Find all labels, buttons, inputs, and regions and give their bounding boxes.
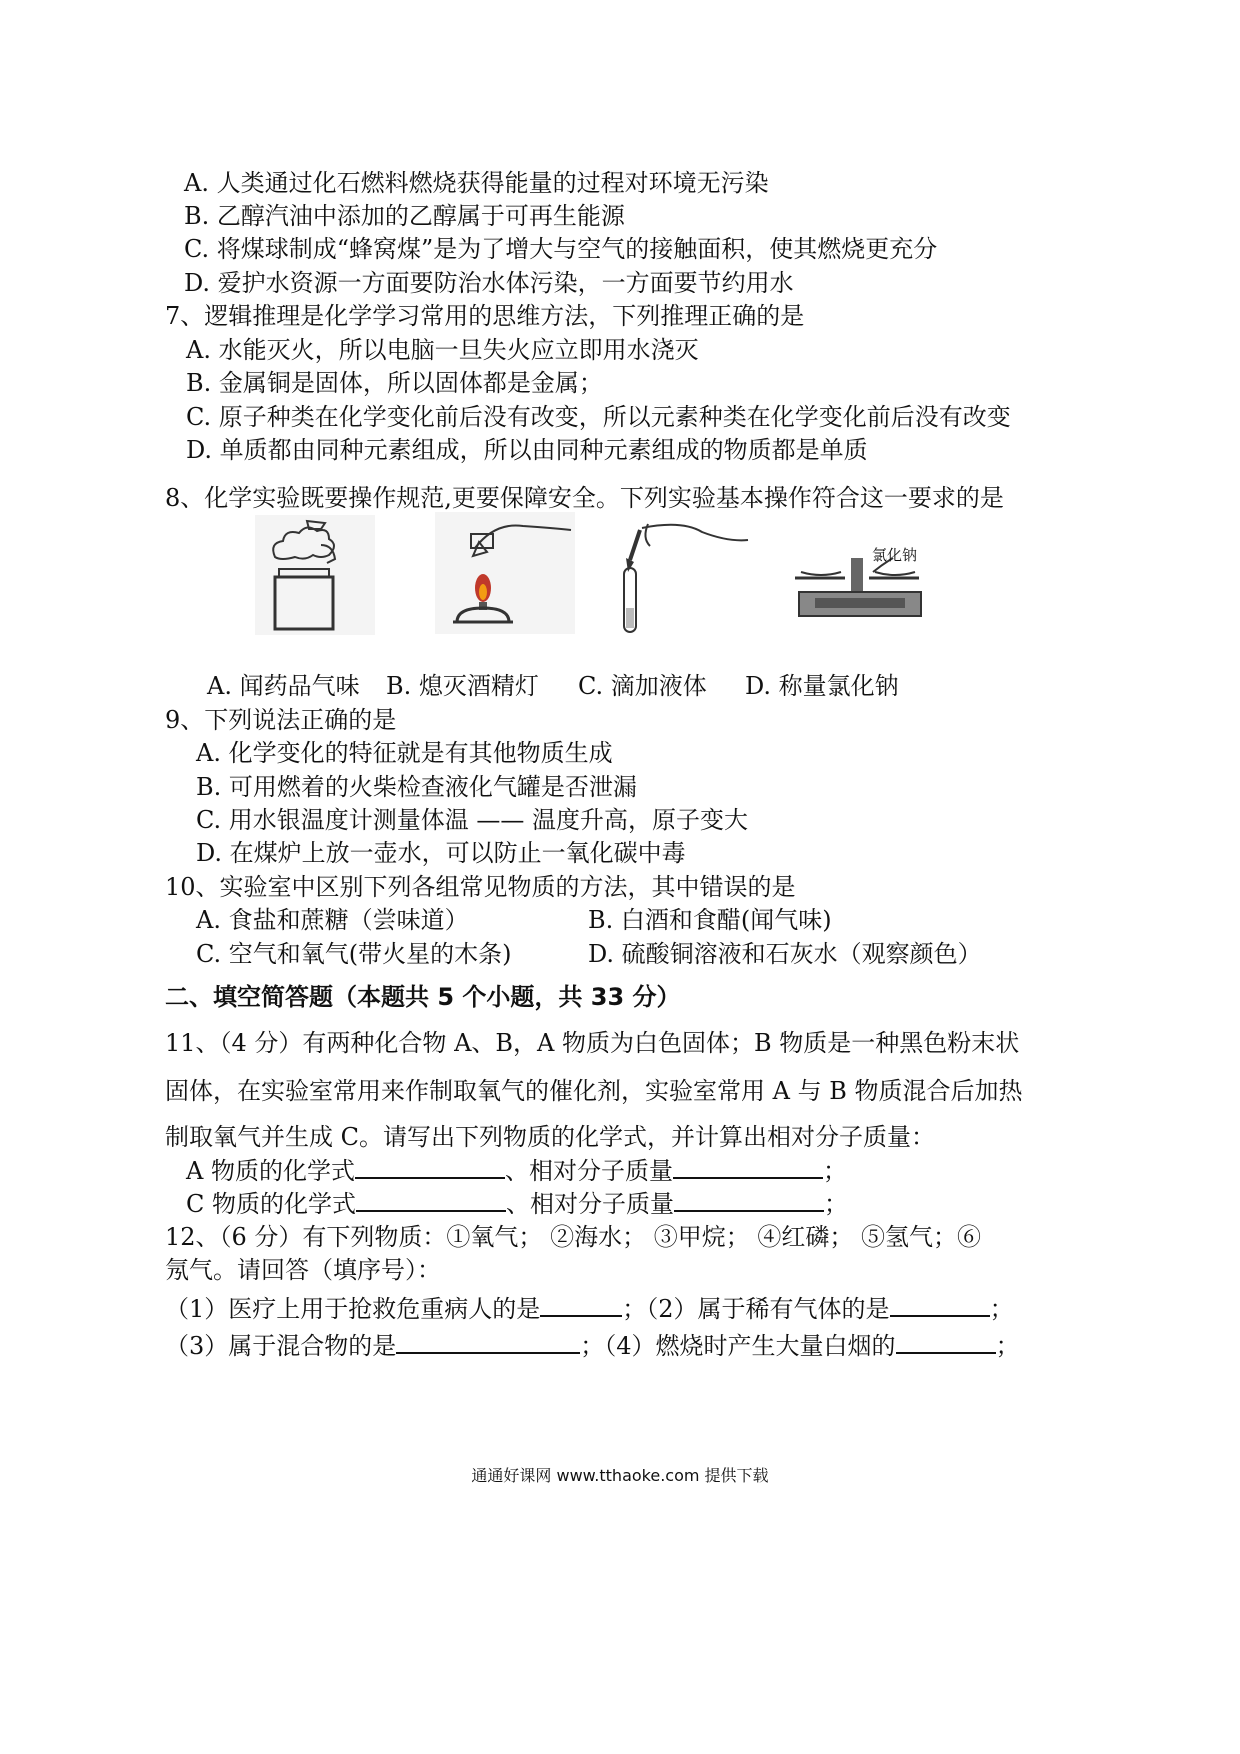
q9-option-c: C. 用水银温度计测量体温 —— 温度升高，原子变大 [196,806,749,834]
q6-option-b: B. 乙醇汽油中添加的乙醇属于可再生能源 [184,202,625,230]
footer-credit: 通通好课网 www.tthaoke.com 提供下载 [471,1466,769,1485]
q12-row2-end: ； [995,1332,1020,1360]
q6-option-d: D. 爱护水资源一方面要防治水体污染，一方面要节约用水 [184,269,794,297]
q12-fill-row-1 [165,1293,1014,1324]
q7-option-a: A. 水能灭火，所以电脑一旦失火应立即用水浇灭 [186,336,699,364]
answer-blank-12-3[interactable] [396,1330,580,1354]
q7-option-b: B. 金属铜是固体，所以固体都是金属； [186,369,603,397]
answer-blank-c-formula[interactable] [356,1188,506,1212]
q11-fill-c-end: ； [824,1190,848,1218]
q12-part-1: （1）医疗上用于抢救危重病人的是 [165,1295,541,1323]
q6-option-c: C. 将煤球制成“蜂窝煤”是为了增大与空气的接触面积，使其燃烧更充分 [184,235,938,263]
q11-fill-a-label: A 物质的化学式 [186,1157,355,1185]
q7-stem: 7、逻辑推理是化学学习常用的思维方法，下列推理正确的是 [165,302,805,330]
q11-line-3: 制取氧气并生成 C。请写出下列物质的化学式，并计算出相对分子质量： [165,1123,935,1151]
section-heading: 二、填空简答题（本题共 5 个小题，共 33 分） [165,983,681,1011]
q12-part-4: ；（4）燃烧时产生大量白烟的 [580,1332,896,1360]
q8-option-a: A. 闻药品气味 [207,672,360,700]
q11-fill-a-mass-label: 、相对分子质量 [504,1157,673,1185]
q10-option-d: D. 硫酸铜溶液和石灰水（观察颜色） [588,940,982,968]
answer-blank-a-mass[interactable] [673,1155,823,1179]
q11-fill-c-label: C 物质的化学式 [186,1190,356,1218]
q11-fill-a-row [186,1155,847,1186]
q9-stem: 9、下列说法正确的是 [165,706,397,734]
q12-fill-row-2 [165,1330,1020,1361]
q9-option-b: B. 可用燃着的火柴检查液化气罐是否泄漏 [196,773,637,801]
q8-option-c: C. 滴加液体 [578,672,707,700]
q7-option-d: D. 单质都由同种元素组成，所以由同种元素组成的物质都是单质 [186,436,868,464]
answer-blank-c-mass[interactable] [674,1188,824,1212]
q11-fill-c-mass-label: 、相对分子质量 [506,1190,674,1218]
q10-option-c: C. 空气和氧气(带火星的木条) [196,940,512,968]
q11-line-2: 固体，在实验室常用来作制取氧气的催化剂，实验室常用 A 与 B 物质混合后加热 [165,1077,1023,1105]
q11-line-1: 11、（4 分）有两种化合物 A、B，A 物质为白色固体；B 物质是一种黑色粉末状 [165,1029,1020,1057]
q10-stem: 10、实验室中区别下列各组常见物质的方法，其中错误的是 [165,873,796,901]
q9-option-a: A. 化学变化的特征就是有其他物质生成 [196,739,613,767]
q12-line-1: 12、（6 分）有下列物质：①氧气； ②海水； ③甲烷； ④红磷； ⑤氢气；⑥ [165,1223,981,1251]
answer-blank-12-2[interactable] [890,1293,990,1317]
q11-fill-c-row [186,1188,848,1219]
q8-option-d: D. 称量氯化钠 [745,672,899,700]
figure-drop-liquid [612,518,750,636]
q8-option-b: B. 熄灭酒精灯 [386,672,539,700]
figure-extinguish-lamp [435,512,575,634]
answer-blank-a-formula[interactable] [355,1155,505,1179]
q12-part-2: ；（2）属于稀有气体的是 [622,1295,890,1323]
q12-line-2: 氖气。请回答（填序号）： [165,1256,441,1284]
q12-part-3: （3）属于混合物的是 [165,1332,397,1360]
q6-option-a: A. 人类通过化石燃料燃烧获得能量的过程对环境无污染 [184,169,769,197]
q12-row1-end: ； [989,1295,1014,1323]
figure-label-nacl: 氯化钠 [872,546,918,564]
q10-option-a: A. 食盐和蔗糖（尝味道） [196,906,469,934]
answer-blank-12-1[interactable] [540,1293,622,1317]
q10-option-b: B. 白酒和食醋(闻气味) [588,906,832,934]
q9-option-d: D. 在煤炉上放一壶水，可以防止一氧化碳中毒 [196,839,686,867]
answer-blank-12-4[interactable] [896,1330,996,1354]
figure-smell-reagent [255,515,375,635]
q11-fill-a-end: ； [822,1157,847,1185]
q8-stem: 8、化学实验既要操作规范,更要保障安全。下列实验基本操作符合这一要求的是 [165,484,1004,512]
q7-option-c: C. 原子种类在化学变化前后没有改变，所以元素种类在化学变化前后没有改变 [186,403,1011,431]
